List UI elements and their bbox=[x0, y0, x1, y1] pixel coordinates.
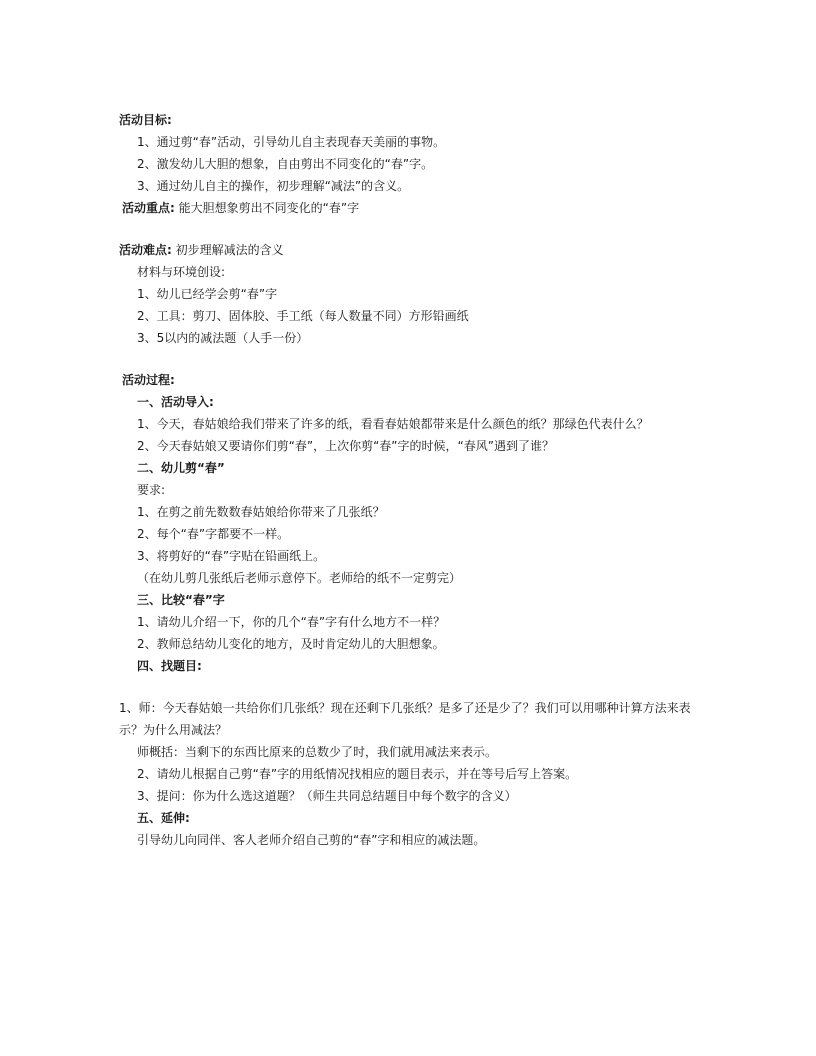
section-title: 二、幼儿剪“春” bbox=[137, 461, 225, 475]
key-point-text: 能大胆想象剪出不同变化的“春”字 bbox=[178, 201, 360, 215]
difficulty-text: 初步理解减法的含义 bbox=[175, 243, 284, 257]
question-line: 示？为什么用减法？ bbox=[119, 723, 228, 737]
goals-heading: 活动目标: bbox=[119, 113, 172, 127]
process-item: 3、将剪好的“春”字贴在铅画纸上。 bbox=[137, 549, 326, 563]
process-item: 2、今天春姑娘又要请你们剪“春”，上次你剪“春”字的时候，“春风”遇到了谁？ bbox=[137, 439, 554, 453]
section-title: 五、延伸: bbox=[137, 811, 190, 825]
material-item: 1、幼儿已经学会剪“春”字 bbox=[137, 287, 278, 301]
material-item: 3、5以内的减法题（人手一份） bbox=[137, 331, 309, 345]
section-title: 三、比较“春”字 bbox=[137, 593, 225, 607]
requirement-label: 要求: bbox=[137, 483, 166, 497]
key-point-label: 活动重点: bbox=[122, 201, 175, 215]
key-point bbox=[122, 200, 359, 216]
goal-item: 3、通过幼儿自主的操作，初步理解“减法”的含义。 bbox=[137, 179, 410, 193]
process-item: 2、请幼儿根据自己剪“春”字的用纸情况找相应的题目表示，并在等号后写上答案。 bbox=[137, 767, 578, 781]
section-title: 四、找题目: bbox=[137, 659, 202, 673]
question-line: 1、师：今天春姑娘一共给你们几张纸？现在还剩下几张纸？是多了还是少了？我们可以用哪种计算方法来表 bbox=[119, 701, 691, 715]
process-item: 3、提问：你为什么选这道题？（师生共同总结题目中每个数字的含义） bbox=[137, 789, 517, 803]
process-item: 2、每个“春”字都要不一样。 bbox=[137, 527, 290, 541]
goal-item: 1、通过剪“春”活动，引导幼儿自主表现春天美丽的事物。 bbox=[137, 135, 446, 149]
goal-item: 2、激发幼儿大胆的想象，自由剪出不同变化的“春”字。 bbox=[137, 157, 434, 171]
material-item: 2、工具：剪刀、固体胶、手工纸（每人数量不同）方形铅画纸 bbox=[137, 309, 469, 323]
process-heading: 活动过程: bbox=[122, 373, 175, 387]
process-item: 1、请幼儿介绍一下，你的几个“春”字有什么地方不一样？ bbox=[137, 615, 446, 629]
section-title: 一、活动导入: bbox=[137, 395, 214, 409]
materials-heading: 材料与环境创设: bbox=[137, 265, 226, 279]
difficulty bbox=[119, 242, 284, 258]
process-item: 1、今天，春姑娘给我们带来了许多的纸，看看春姑娘都带来是什么颜色的纸？那绿色代表什么？ bbox=[137, 417, 649, 431]
teacher-summary: 师概括：当剩下的东西比原来的总数少了时，我们就用减法来表示。 bbox=[137, 745, 498, 759]
process-item: 1、在剪之前先数数春姑娘给你带来了几张纸？ bbox=[137, 505, 385, 519]
extension-text: 引导幼儿向同伴、客人老师介绍自己剪的“春”字和相应的减法题。 bbox=[137, 833, 486, 847]
difficulty-label: 活动难点: bbox=[119, 243, 172, 257]
process-item: 2、教师总结幼儿变化的地方，及时肯定幼儿的大胆想象。 bbox=[137, 637, 445, 651]
process-note: （在幼儿剪几张纸后老师示意停下。老师给的纸不一定剪完） bbox=[137, 571, 462, 585]
